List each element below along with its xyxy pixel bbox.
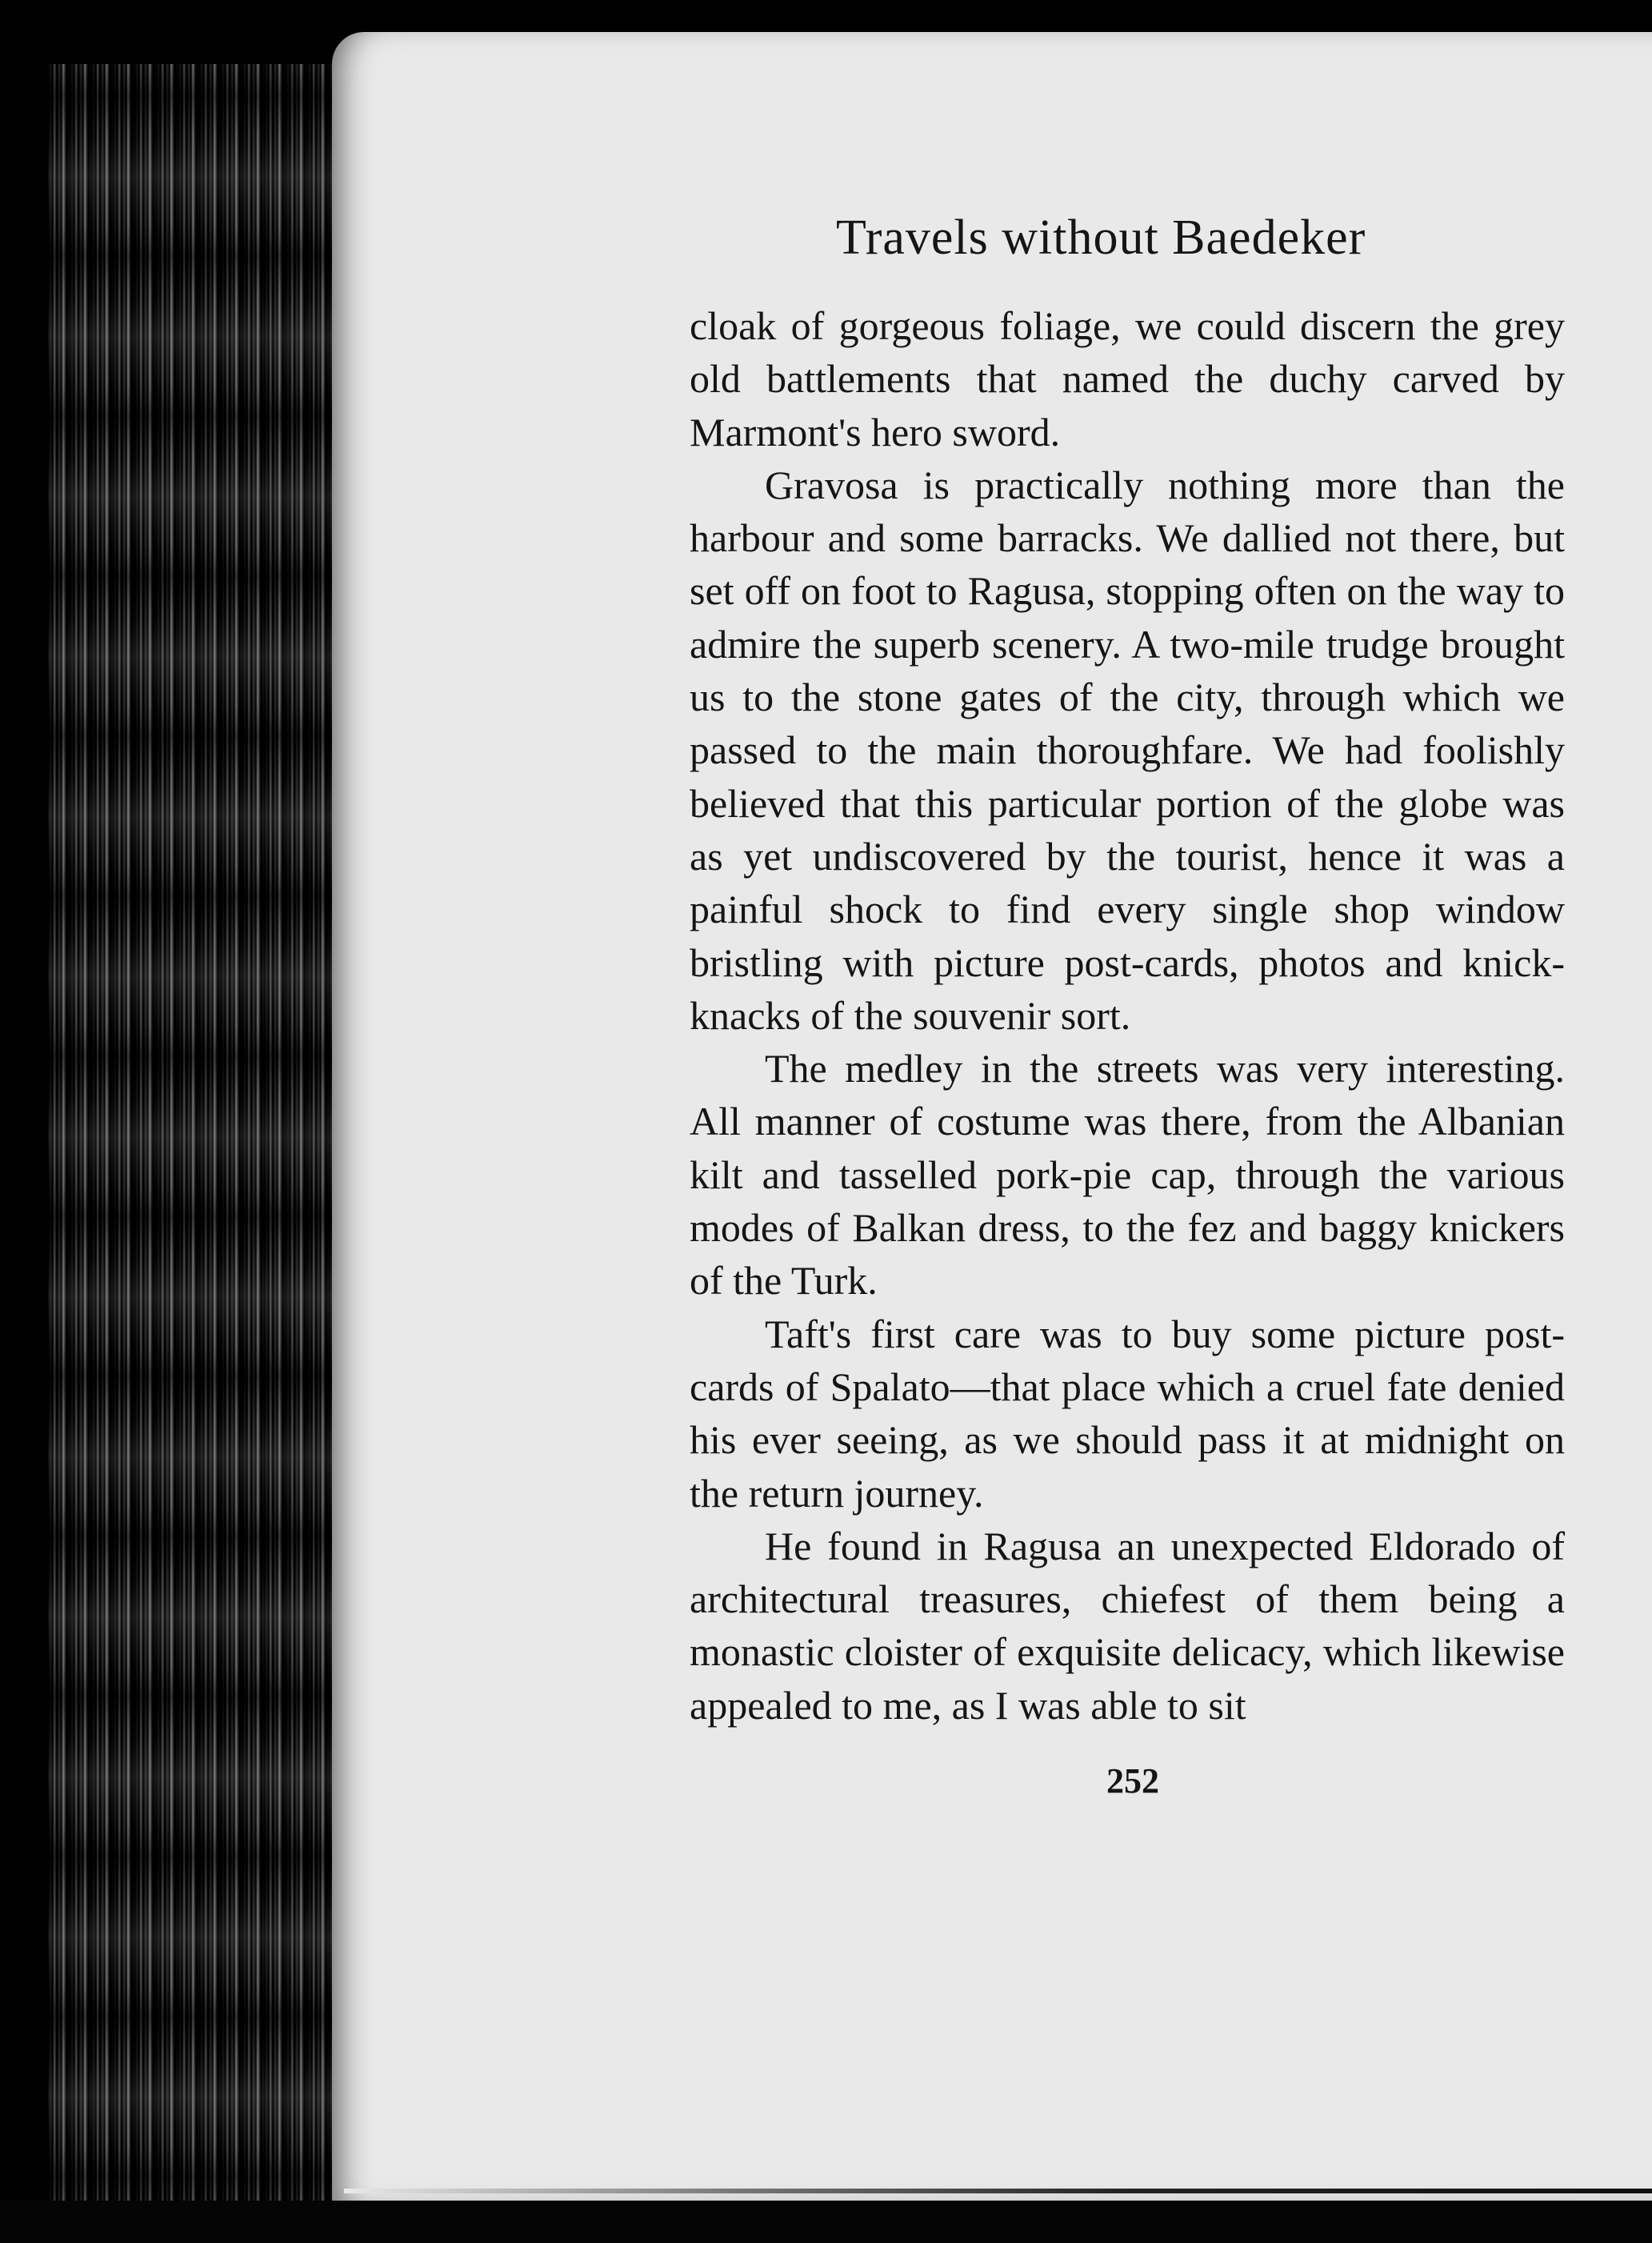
book-fore-edge <box>48 64 352 2209</box>
body-text <box>690 299 1565 1732</box>
paragraph: The medley in the streets was very interesting. All manner of costume was there, from the Albanian kilt and tasselled pork-pie cap, through the various modes of Balkan dress, to the fez and baggy knickers of the Turk. <box>690 1046 1565 1304</box>
running-head: Travels without Baedeker <box>836 210 1366 265</box>
paragraph: He found in Ragusa an unexpected Eldorado of architectural treasures, chiefest of them being a monastic cloister of exquisite delicacy, which likewise appealed to me, as I was able to sit <box>690 1523 1565 1728</box>
paragraph: Taft's first care was to buy some picture post-cards of Spalato—that place which a cruel fate denied his ever seeing, as we should pass it at midnight on the return journey. <box>690 1311 1565 1516</box>
scan-bottom-border <box>0 2201 1652 2243</box>
paragraph: cloak of gorgeous foliage, we could discern the grey old battlements that named the duchy carved by Marmont's hero sword. <box>690 303 1565 455</box>
page-number: 252 <box>1106 1761 1159 1800</box>
page-bottom-edge <box>344 2189 1652 2193</box>
paragraph: Gravosa is practically nothing more than the harbour and some barracks. We dallied not there, but set off on foot to Ragusa, stopping often on the way to admire the superb scenery. A two-mile trudge brought us to the stone gates of the city, through which we passed to the main thoroughfare. We had foolishly believed that this particular portion of the globe was as yet undiscovered by the tourist, hence it was a painful shock to find every single shop window bristling with picture post-cards, photos and knick-knacks of the souvenir sort. <box>690 462 1565 1038</box>
